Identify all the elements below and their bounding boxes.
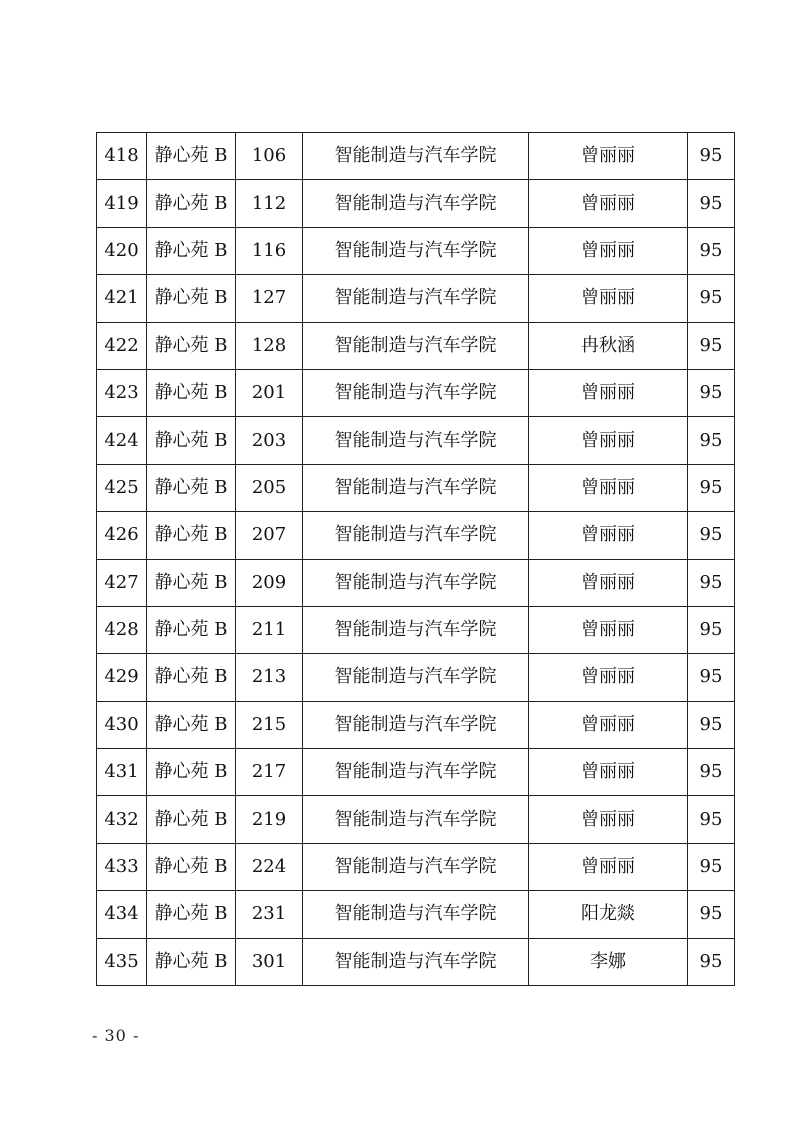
dormitory-score-table [96,132,735,986]
cell-serial-number: 426 [97,512,147,559]
cell-building: 静心苑 B [147,749,236,796]
cell-room-number: 213 [236,654,303,701]
cell-teacher: 曾丽丽 [529,701,688,748]
cell-college: 智能制造与汽车学院 [303,654,529,701]
cell-score: 95 [688,512,735,559]
cell-score: 95 [688,891,735,938]
cell-teacher: 曾丽丽 [529,843,688,890]
cell-score: 95 [688,843,735,890]
table-row [97,417,735,464]
cell-college: 智能制造与汽车学院 [303,891,529,938]
cell-room-number: 201 [236,369,303,416]
cell-teacher: 曾丽丽 [529,749,688,796]
cell-building: 静心苑 B [147,369,236,416]
table-row [97,133,735,180]
cell-score: 95 [688,749,735,796]
cell-serial-number: 432 [97,796,147,843]
cell-score: 95 [688,417,735,464]
cell-building: 静心苑 B [147,559,236,606]
cell-teacher: 曾丽丽 [529,512,688,559]
cell-building: 静心苑 B [147,180,236,227]
cell-room-number: 128 [236,322,303,369]
cell-score: 95 [688,606,735,653]
cell-room-number: 209 [236,559,303,606]
cell-college: 智能制造与汽车学院 [303,559,529,606]
table-row [97,464,735,511]
cell-teacher: 曾丽丽 [529,369,688,416]
cell-serial-number: 427 [97,559,147,606]
table-row [97,322,735,369]
table-row [97,512,735,559]
cell-teacher: 冉秋涵 [529,322,688,369]
cell-score: 95 [688,654,735,701]
cell-college: 智能制造与汽车学院 [303,796,529,843]
cell-room-number: 217 [236,749,303,796]
cell-teacher: 李娜 [529,938,688,985]
cell-room-number: 219 [236,796,303,843]
cell-serial-number: 430 [97,701,147,748]
cell-building: 静心苑 B [147,275,236,322]
cell-teacher: 曾丽丽 [529,464,688,511]
cell-college: 智能制造与汽车学院 [303,843,529,890]
cell-serial-number: 433 [97,843,147,890]
table-row [97,227,735,274]
cell-college: 智能制造与汽车学院 [303,938,529,985]
table-row [97,843,735,890]
cell-room-number: 301 [236,938,303,985]
cell-teacher: 曾丽丽 [529,417,688,464]
cell-building: 静心苑 B [147,843,236,890]
cell-building: 静心苑 B [147,227,236,274]
cell-building: 静心苑 B [147,464,236,511]
cell-room-number: 211 [236,606,303,653]
cell-room-number: 116 [236,227,303,274]
cell-serial-number: 431 [97,749,147,796]
table-row [97,891,735,938]
cell-college: 智能制造与汽车学院 [303,180,529,227]
cell-score: 95 [688,938,735,985]
cell-college: 智能制造与汽车学院 [303,512,529,559]
cell-serial-number: 420 [97,227,147,274]
table-row [97,654,735,701]
cell-room-number: 112 [236,180,303,227]
cell-serial-number: 434 [97,891,147,938]
cell-college: 智能制造与汽车学院 [303,606,529,653]
cell-teacher: 曾丽丽 [529,227,688,274]
cell-serial-number: 422 [97,322,147,369]
cell-college: 智能制造与汽车学院 [303,417,529,464]
cell-score: 95 [688,275,735,322]
cell-serial-number: 421 [97,275,147,322]
cell-college: 智能制造与汽车学院 [303,749,529,796]
cell-teacher: 曾丽丽 [529,180,688,227]
table-row [97,796,735,843]
cell-room-number: 231 [236,891,303,938]
cell-teacher: 曾丽丽 [529,275,688,322]
cell-room-number: 215 [236,701,303,748]
cell-room-number: 207 [236,512,303,559]
cell-building: 静心苑 B [147,891,236,938]
cell-score: 95 [688,464,735,511]
cell-teacher: 曾丽丽 [529,606,688,653]
cell-serial-number: 423 [97,369,147,416]
cell-teacher: 曾丽丽 [529,796,688,843]
cell-building: 静心苑 B [147,796,236,843]
table-row [97,701,735,748]
cell-teacher: 曾丽丽 [529,654,688,701]
cell-score: 95 [688,369,735,416]
cell-building: 静心苑 B [147,417,236,464]
cell-college: 智能制造与汽车学院 [303,701,529,748]
cell-teacher: 曾丽丽 [529,133,688,180]
table-row [97,749,735,796]
cell-building: 静心苑 B [147,322,236,369]
table-row [97,180,735,227]
cell-teacher: 阳龙燚 [529,891,688,938]
cell-room-number: 127 [236,275,303,322]
cell-building: 静心苑 B [147,654,236,701]
cell-serial-number: 425 [97,464,147,511]
cell-building: 静心苑 B [147,938,236,985]
table-row [97,606,735,653]
table-body [97,133,735,986]
cell-college: 智能制造与汽车学院 [303,322,529,369]
cell-building: 静心苑 B [147,701,236,748]
cell-college: 智能制造与汽车学院 [303,369,529,416]
cell-room-number: 224 [236,843,303,890]
cell-score: 95 [688,559,735,606]
cell-room-number: 205 [236,464,303,511]
cell-score: 95 [688,322,735,369]
cell-college: 智能制造与汽车学院 [303,464,529,511]
cell-score: 95 [688,701,735,748]
cell-building: 静心苑 B [147,133,236,180]
cell-college: 智能制造与汽车学院 [303,227,529,274]
cell-score: 95 [688,180,735,227]
cell-serial-number: 418 [97,133,147,180]
cell-score: 95 [688,133,735,180]
cell-score: 95 [688,796,735,843]
cell-room-number: 106 [236,133,303,180]
cell-building: 静心苑 B [147,606,236,653]
cell-college: 智能制造与汽车学院 [303,133,529,180]
page-number: - 30 - [92,1026,140,1045]
cell-teacher: 曾丽丽 [529,559,688,606]
cell-score: 95 [688,227,735,274]
cell-serial-number: 424 [97,417,147,464]
cell-room-number: 203 [236,417,303,464]
cell-college: 智能制造与汽车学院 [303,275,529,322]
cell-building: 静心苑 B [147,512,236,559]
table-row [97,275,735,322]
table-row [97,559,735,606]
cell-serial-number: 429 [97,654,147,701]
cell-serial-number: 419 [97,180,147,227]
table-row [97,369,735,416]
table-row [97,938,735,985]
cell-serial-number: 428 [97,606,147,653]
cell-serial-number: 435 [97,938,147,985]
